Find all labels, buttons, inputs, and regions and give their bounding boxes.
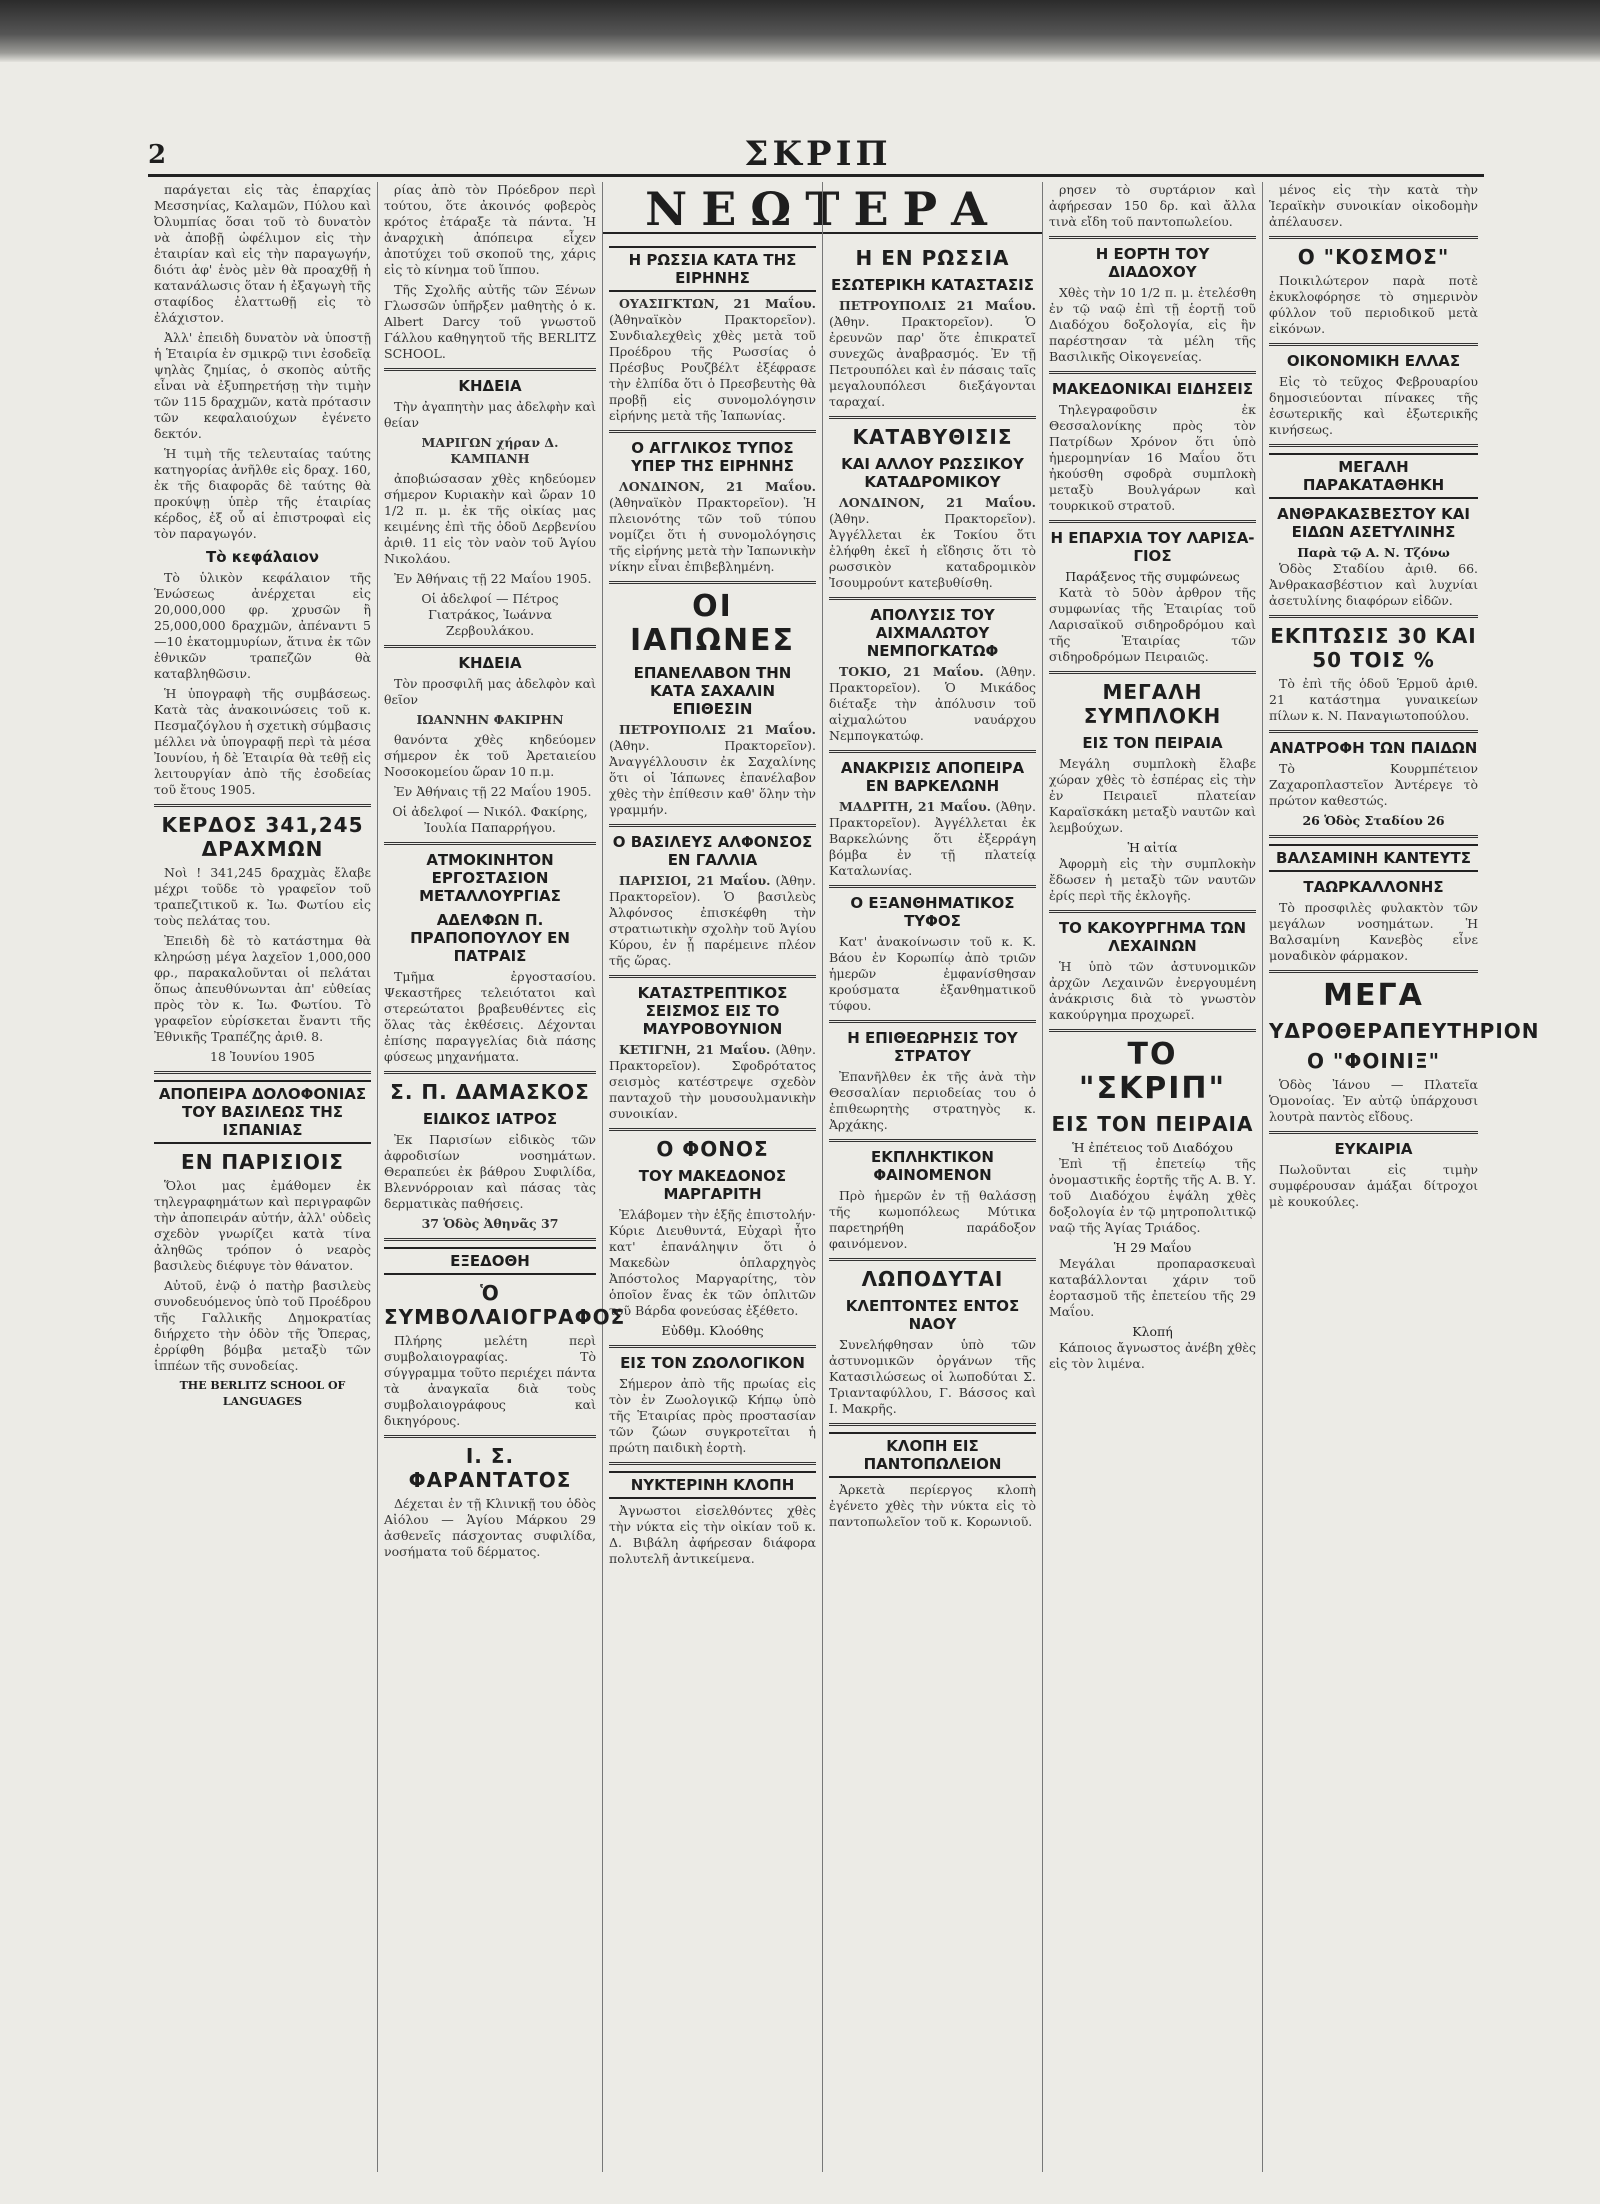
headline-balsam: ΒΑΛΣΑΜΙΝΗ ΚΑΝΤΕΥΤΣ	[1269, 844, 1478, 872]
divider	[609, 1128, 816, 1131]
dateline: ΠΕΤΡΟΥΠΟΛΙΣ 21 Μαΐου.	[839, 298, 1036, 313]
headline-zoo: ΕΙΣ ΤΟΝ ΖΩΟΛΟΓΙΚΟΝ	[620, 1354, 805, 1372]
depot-address: Παρὰ τῷ Α. Ν. Τζόνω	[1297, 545, 1450, 560]
headline-skrip-piraeus-sub: ΕΙΣ ΤΟΝ ΠΕΙΡΑΙΑ	[1051, 1112, 1254, 1136]
headline-depot: ΜΕΓΑΛΗ ΠΑΡΑΚΑΤΑΘΗΚΗ	[1269, 453, 1478, 499]
dateline: ΠΑΡΙΣΙΟΙ, 21 Μαΐου.	[619, 873, 771, 888]
headline-japanese-sub: ΕΠΑΝΕΛΑΒΟΝ ΤΗΝ ΚΑΤΑ ΣΑΧΑΛΙΝ ΕΠΙΘΕΣΙΝ	[633, 664, 792, 718]
headline-english-press: Ο ΑΓΓΛΙΚΟΣ ΤΥΠΟΣ ΥΠΕΡ ΤΗΣ ΕΙΡΗΝΗΣ	[631, 439, 794, 475]
headline-army-inspection: Η ΕΠΙΘΕΩΡΗΣΙΣ ΤΟΥ ΣΤΡΑΤΟΥ	[847, 1029, 1018, 1065]
headline-russia-internal: Η ΕΝ ΡΩΣΣΙΑ	[855, 246, 1010, 270]
divider	[1269, 444, 1478, 447]
headline-phenomenon: ΕΚΠΛΗΚΤΙΚΟΝ ΦΑΙΝΟΜΕΝΟΝ	[871, 1148, 994, 1184]
divider	[829, 1423, 1036, 1426]
article-body: Νοὶ ! 341,245 δραχμὰς ἔλαβε μέχρι τοῦδε τὸ γραφεῖον τοῦ τραπεζιτικοῦ κ. Ἰω. Φωτίου εἰς τοὺς πελάτας του. Ἐπειδὴ δὲ τὸ κατάστημα θὰ κληρώσῃ μέγα λαχεῖον 1,000,000 φρ., παρακαλοῦνται οἱ πελάται ὅπως ἀπευθύνωνται ἀπ' εὐθείας πρὸς τὸν κ. Ἰω. Φωτίου. Τὸ γραφεῖον εὑρίσκεται ἔναντι τῆς Ἐθνικῆς Τραπέζης ἀριθ. 8. 18 Ἰουνίου 1905	[154, 865, 371, 1064]
dateline: ΛΟΝΔΙΝΟΝ, 21 Μαΐου.	[839, 495, 1036, 510]
headline-king-france: Ο ΒΑΣΙΛΕΥΣ ΑΛΦΟΝΣΟΣ ΕΝ ΓΑΛΛΙΑ	[612, 833, 813, 869]
divider	[384, 1238, 596, 1241]
newspaper-columns	[148, 182, 1540, 2172]
headline-child-rearing: ΑΝΑΤΡΟΦΗ ΤΩΝ ΠΑΙΔΩΝ	[1269, 739, 1478, 757]
headline-typhus: Ο ΕΞΑΝΘΗΜΑΤΙΚΟΣ ΤΥΦΟΣ	[850, 894, 1015, 930]
headline-larisa: Η ΕΠΑΡΧΙΑ ΤΟΥ ΛΑΡΙΣΑ-ΓΙΟΣ	[1050, 529, 1255, 565]
subhead: Κλοπή	[1132, 1324, 1173, 1339]
divider	[384, 1071, 596, 1074]
divider	[1269, 236, 1478, 239]
article-body: Εἰς τὸ τεῦχος Φεβρουαρίου δημοσιεύονται πίνακες τῆς ἐσωτερικῆς καὶ ἐξωτερικῆς κινήσεως.	[1269, 374, 1478, 437]
divider	[609, 430, 816, 433]
page-number: 2	[148, 140, 167, 170]
headline-murder: Ο ΦΟΝΟΣ	[656, 1137, 769, 1161]
ad-body: Πλήρης μελέτη περὶ συμβολαιογραφίας. Τὸ σύγγραμμα τοῦτο περιέχει πάντα τὰ ἀναγκαῖα διὰ τοὺς συμβολαιογράφους καὶ δικηγόρους.	[384, 1333, 596, 1428]
article-body: Ἀγνωστοι εἰσελθόντες χθὲς τὴν νύκτα εἰς τὴν οἰκίαν τοῦ κ. Δ. Βιβάλη ἀφήρεσαν διάφορα πολυτελῆ ἀντικείμενα.	[609, 1503, 816, 1566]
divider	[1049, 236, 1256, 239]
dateline: ΤΟΚΙΟ, 21 Μαΐου.	[839, 664, 984, 679]
headline-assassination: ΑΠΟΠΕΙΡΑ ΔΟΛΟΦΟΝΙΑΣ ΤΟΥ ΒΑΣΙΛΕΩΣ ΤΗΣ ΙΣΠΑΝΙΑΣ	[154, 1080, 371, 1144]
article-body: Ἀφορμὴ εἰς τὴν συμπλοκὴν ἔδωσεν ἡ μεταξὺ τῶν ναυτῶν ἐρίς περὶ τῆς ἐκλογῆς.	[1049, 856, 1256, 903]
headline-thieves: ΛΩΠΟΔΥΤΑΙ	[861, 1267, 1004, 1291]
headline-skrip-piraeus: ΤΟ "ΣΚΡΙΠ"	[1078, 1037, 1227, 1106]
divider	[609, 1345, 816, 1348]
article-body: μένος εἰς τὴν κατὰ τὴν Ἱεραϊκὴν συνοικίαν οἰκοδομὴν ἀπέλαυσεν.	[1269, 182, 1478, 229]
article-body: Ἐλάβομεν τὴν ἑξῆς ἐπιστολήν· Κύριε Διευθυντά, Εὐχαρὶ ἦτο κατ' ἐπανάληψιν ὅτι ὁ Μακεδὼν ὁπλαρχηγὸς Ἀπόστολος Μαργαρίτης, τὸν ὁποῖον ἕνας ἐκ τῶν ὁπλιτῶν τοῦ Βάρδα φονεύσας ἐξέθετο.	[609, 1207, 816, 1318]
ad-body: Δέχεται ἐν τῇ Κλινικῇ του ὁδὸς Αἰόλου — Ἁγίου Μάρκου 29 ἀσθενεῖς πάσχοντας συφιλίδα, νοσήματα τοῦ δέρματος.	[384, 1496, 596, 1559]
subhead: Παράξενος τῆς συμφώνεως	[1065, 569, 1240, 584]
column-5	[1043, 182, 1263, 2172]
headline-earthquake: ΚΑΤΑΣΤΡΕΠΤΙΚΟΣ ΣΕΙΣΜΟΣ ΕΙΣ ΤΟ ΜΑΥΡΟΒΟΥΝΙΟΝ	[637, 984, 788, 1038]
headline-thieves-sub: ΚΛΕΠΤΟΝΤΕΣ ΕΝΤΟΣ ΝΑΟΥ	[845, 1297, 1020, 1333]
headline-grocery-theft: ΚΛΟΠΗ ΕΙΣ ΠΑΝΤΟΠΩΛΕΙΟΝ	[829, 1432, 1036, 1478]
obituary-2-name: ΙΩΑΝΝΗΝ ΦΑΚΙΡΗΝ	[416, 712, 564, 727]
divider	[1049, 371, 1256, 374]
article-body: Τὸ ἐπὶ τῆς ὁδοῦ Ἑρμοῦ ἀριθ. 21 κατάστημα γυναικείων πίλων κ. Ν. Παναγιωτοπούλου.	[1269, 676, 1478, 723]
article-body: Μεγάλαι προπαρασκευαὶ καταβάλλονται χάριν τοῦ ἑορτασμοῦ τῆς ἐπετείου τῆς 29 Μαΐου.	[1049, 1256, 1256, 1319]
divider	[609, 975, 816, 978]
headline-prisoner-release: ΑΠΟΛΥΣΙΣ ΤΟΥ ΑΙΧΜΑΛΩΤΟΥ ΝΕΜΠΟΓΚΑΤΩΦ	[866, 606, 999, 660]
headline-macedonian-news: ΜΑΚΕΔΟΝΙΚΑΙ ΕΙΔΗΣΕΙΣ	[1051, 380, 1254, 398]
headline-crown-prince-feast: Η ΕΟΡΤΗ ΤΟΥ ΔΙΑΔΟΧΟΥ	[1095, 245, 1210, 281]
headline-night-theft: ΝΥΚΤΕΡΙΝΗ ΚΛΟΠΗ	[609, 1471, 816, 1499]
article-body: Τὸ ὑλικὸν κεφάλαιον τῆς Ἑνώσεως ἀνέρχεται εἰς 20,000,000 φρ. χρυσῶν ἢ 25,000,000 δραχμῶν, ἀπέναντι 5—10 ἑκατομμυρίων, ἅτινα ἐκ τῶν ἐθνικῶν τραπεζῶν θὰ καταβληθῶσιν. Ἡ ὑπογραφὴ τῆς συμβάσεως. Κατὰ τὰς ἀνακοινώσεις τοῦ κ. Πεσμαζόγλου ἡ σχετικὴ σύμβασις μέλλει νὰ ὑπογραφῇ περὶ τὰ μέσα Ἰουνίου, ἡ δὲ Ἑταιρία θὰ τεθῇ εἰς λειτουργίαν ἀπὸ τῆς ἐσοδείας τοῦ ἔτους 1905.	[154, 570, 371, 797]
article-body: ρησεν τὸ συρτάριον καὶ ἀφήρεσαν 150 δρ. καὶ ἄλλα τινὰ εἴδη τοῦ παντοπωλείου.	[1049, 182, 1256, 229]
divider	[829, 416, 1036, 419]
obituary-1-title: ΚΗΔΕΙΑ	[458, 377, 522, 395]
headline-depot-sub: ΑΝΘΡΑΚΑΣΒΕΣΤΟΥ ΚΑΙ ΕΙΔΩΝ ΑΣΕΤΥΛΙΝΗΣ	[1277, 505, 1470, 541]
article-body: Πωλοῦνται εἰς τιμὴν συμφέρουσαν ἁμάξαι δίτροχοι μὲ κουκούλες.	[1269, 1162, 1478, 1209]
divider	[1269, 730, 1478, 733]
article-body: Ἡ ὑπὸ τῶν ἀστυνομικῶν ἀρχῶν Λεχαινῶν ἐνεργουμένη ἀνάκρισις διὰ τὸ γνωστὸν κακούργημα προχωρεῖ.	[1049, 959, 1256, 1022]
divider	[1049, 671, 1256, 674]
headline-hydrotherapy: ΥΔΡΟΘΕΡΑΠΕΥΤΗΡΙΟΝ	[1269, 1019, 1540, 1043]
divider	[1269, 835, 1478, 838]
article-body: Πρὸ ἡμερῶν ἐν τῇ θαλάσσῃ τῆς κωμοπόλεως Μύτικα παρετηρήθη παράδοξον φαινόμενον.	[829, 1188, 1036, 1251]
ad-body: Ἐκ Παρισίων εἰδικὸς τῶν ἀφροδισίων νοσημάτων. Θεραπεύει ἐκ βάθρου Συφιλίδα, Βλεννόρροιαν καὶ πάσας τὰς δερματικὰς παθήσεις. 37 Ὁδὸς Ἀθηνᾶς 37	[384, 1132, 596, 1231]
article-body: ΜΑΔΡΙΤΗ, 21 Μαΐου. (Ἀθην. Πρακτορεῖον). Ἀγγέλλεται ἐκ Βαρκελώνης ὅτι ἐξερράγη βόμβα ἐν τῇ πλατείᾳ Καταλωνίας.	[829, 799, 1036, 878]
article-body: ΠΕΤΡΟΥΠΟΛΙΣ 21 Μαΐου. (Ἀθην. Πρακτορεῖον). Ἀναγγέλλουσιν ἐκ Σαχαλίνης ὅτι οἱ Ἰάπωνες ἐπανέλαβον χθὲς τὴν ἐπίθεσιν καθ' ὅλην τὴν γραμμήν.	[609, 722, 816, 817]
article-body: ΠΕΤΡΟΥΠΟΛΙΣ 21 Μαΐου. (Ἀθην. Πρακτορεῖον). Ὁ ἐρευνῶν παρ' ὅτε ἐπικρατεῖ συνεχῶς ἀναβρασμός. Ἐν τῇ Πετρουπόλει καὶ ἐν πάσαις ταῖς μεγαλουπόλεσι διεξάγονται ταραχαί.	[829, 298, 1036, 409]
section-title-neotera: ΝΕΩΤΕΡΑ	[603, 186, 1043, 234]
article-body: ΟΥΑΣΙΓΚΤΩΝ, 21 Μαΐου. (Ἀθηναϊκὸν Πρακτορεῖον). Συνδιαλεχθεὶς χθὲς μετὰ τοῦ Προέδρου τῆς Ρωσσίας ὁ Πρέσβυς Ρουζβέλτ ἐξέφρασε τὴν ἐλπίδα ὅτι ὁ Πρεσβευτὴς θὰ προβῇ εἰς συνομολόγησιν εἰρήνης μετὰ τῆς Ἰαπωνίας.	[609, 296, 816, 423]
subhead: Ἡ 29 Μαΐου	[1113, 1240, 1192, 1255]
ad-doctor-2-name: Ι. Σ. ΦΑΡΑΝΤΑΤΟΣ	[408, 1444, 572, 1492]
divider	[829, 750, 1036, 753]
divider	[384, 1435, 596, 1438]
date-note: 18 Ἰουνίου 1905	[210, 1049, 315, 1064]
headline-sinking-sub: ΚΑΙ ΑΛΛΟΥ ΡΩΣΣΙΚΟΥ ΚΑΤΑΔΡΟΜΙΚΟΥ	[841, 455, 1024, 491]
ad-metallurgy-sub: ΑΔΕΛΦΩΝ Π. ΠΡΑΠΟΠΟΥΛΟΥ ΕΝ ΠΑΤΡΑΙΣ	[410, 911, 570, 965]
article-body: Ἀρκετὰ περίεργος κλοπὴ ἐγένετο χθὲς τὴν νύκτα εἰς τὸ παντοπωλεῖον τοῦ κ. Κορωνιοῦ.	[829, 1482, 1036, 1529]
scanned-page-top-edge	[0, 0, 1600, 62]
column-6	[1263, 182, 1540, 2172]
divider	[384, 368, 596, 371]
column-3	[603, 182, 823, 2172]
ad-book-name: Ὁ ΣΥΜΒΟΛΑΙΟΓΡΑΦΟΣ	[384, 1281, 626, 1329]
page-header	[148, 134, 1484, 177]
divider	[1269, 343, 1478, 346]
article-body: Σήμερον ἀπὸ τῆς πρωίας εἰς τὸν ἐν Ζωολογικῷ Κήπῳ ὑπὸ τῆς Ἑταιρίας πρὸς προστασίαν τῶν ζώων συγκροτεῖται ἡ πρώτη παιδικὴ ἑορτὴ.	[609, 1376, 816, 1455]
headline-phoenix: Ο "ΦΟΙΝΙΞ"	[1306, 1049, 1441, 1073]
article-body: ρίας ἀπὸ τὸν Πρόεδρον περὶ τούτου, ὅτε ἀκοινός φοβερὸς κρότος ἐτάραξε τὰ πάντα. Ἡ ἀναρχικὴ ἀπόπειρα εἶχεν ἀποτύχει τοῦ σκοποῦ της, χάρις εἰς τὸ κίνημα τοῦ ἵππου. Τῆς Σχολῆς αὐτῆς τῶν Ξένων Γλωσσῶν ὑπῆρξεν μαθητὴς ὁ κ. Albert Darcy τοῦ γνωστοῦ Γάλλου καθηγητοῦ τῆς BERLITZ SCHOOL.	[384, 182, 596, 361]
dateline: ΠΕΤΡΟΥΠΟΛΙΣ 21 Μαΐου.	[619, 722, 816, 737]
headline-opportunity: ΕΥΚΑΙΡΙΑ	[1334, 1140, 1413, 1158]
divider	[384, 842, 596, 845]
article-body: Ἐπανῆλθεν ἐκ τῆς ἀνὰ τὴν Θεσσαλίαν περιοδείας του ὁ ἐπιθεωρητὴς στρατηγὸς κ. Ἀρχάκης.	[829, 1069, 1036, 1132]
ad-doctor-address: 37 Ὁδὸς Ἀθηνᾶς 37	[421, 1216, 559, 1231]
headline-japanese: ΟΙ ΙΑΠΩΝΕΣ	[629, 589, 796, 658]
divider	[1269, 1131, 1478, 1134]
column-1	[148, 182, 378, 2172]
article-body: ΛΟΝΔΙΝΟΝ, 21 Μαΐου. (Ἀθηναϊκὸν Πρακτορεῖον). Ἡ πλειονότης τῶν τοῦ τύπου νομίζει ὅτι ἡ συνομολόγησις τῆς εἰρήνης μετὰ τὴν Ἰαπωνικὴν νίκην εἶναι ἐπιβεβλημένη.	[609, 479, 816, 574]
article-body: Ὁδὸς Σταδίου ἀριθ. 66. Ἀνθρακασβέστιον καὶ λυχνίαι ἀσετυλίνης διαφόρων εἰδῶν.	[1269, 561, 1478, 608]
headline-in-paris: ΕΝ ΠΑΡΙΣΙΟΙΣ	[181, 1150, 344, 1174]
divider	[829, 1258, 1036, 1261]
obituary-2-title: ΚΗΔΕΙΑ	[458, 654, 522, 672]
article-body: ΠΑΡΙΣΙΟΙ, 21 Μαΐου. (Ἀθην. Πρακτορεῖον). Ὁ βασιλεὺς Ἀλφόνσος ἐπισκέφθη τὴν στρατιωτικὴν σχολὴν τοῦ Ἁγίου Κύρου, ἐν ᾗ παρέμεινε πλέον τῆς ὥρας.	[609, 873, 816, 968]
article-body: Τὸ Κουρμπέτειον Ζαχαροπλαστεῖον Ἀντέρεγε τὸ πρώτον καθεστώς.	[1269, 761, 1478, 808]
headline-kosmos: Ο "ΚΟΣΜΟΣ"	[1297, 245, 1450, 269]
dateline: ΛΟΝΔΙΝΟΝ, 21 Μαΐου.	[619, 479, 816, 494]
subhead: Ἡ ἐπέτειος τοῦ Διαδόχου	[1072, 1140, 1233, 1155]
dateline: ΟΥΑΣΙΓΚΤΩΝ, 21 Μαΐου.	[619, 296, 816, 311]
obituary-2-date: Ἐν Ἀθήναις τῇ 22 Μαΐου 1905.	[394, 784, 592, 799]
article-body: Τηλεγραφοῦσιν ἐκ Θεσσαλονίκης πρὸς τὸν Πατρίδων Χρόνον ὅτι ὑπὸ ἡμερομηνίαν 16 Μαΐου ὅτι ἠκούσθη σφοδρὰ συμπλοκὴ μεταξὺ Βουλγάρων καὶ τουρκικοῦ στρατοῦ.	[1049, 402, 1256, 513]
school-ref: BERLITZ SCHOOL	[384, 330, 596, 361]
obituary-1-name: ΜΑΡΙΓΩΝ χήραν Δ. ΚΑΜΠΑΝΗ	[421, 435, 559, 466]
dateline: ΚΕΤΙΓΝΗ, 21 Μαΐου.	[619, 1042, 771, 1057]
divider	[1049, 910, 1256, 913]
headline-balsam-sub: ΤΑΩΡΚΑΛΛΟΝΗΣ	[1303, 878, 1444, 896]
ad-body: Τμῆμα ἐργοστασίου. Ψεκαστῆρες τελειότατοι καὶ στερεώτατοι βραβευθέντες εἰς ὅλας τὰς ἐκθέσεις. Δέχονται ἐπίσης παραγγελίας διὰ πάσης φύσεως μηχανήματα.	[384, 969, 596, 1064]
headline-murder-sub: ΤΟΥ ΜΑΚΕΔΟΝΟΣ ΜΑΡΓΑΡΙΤΗ	[638, 1167, 787, 1203]
article-body: ΚΕΤΙΓΝΗ, 21 Μαΐου. (Ἀθην. Πρακτορεῖον). Σφοδρότατος σεισμὸς κατέστρεψε σχεδὸν πανταχοῦ τὴν μουσουλμανικὴν συνοικίαν.	[609, 1042, 816, 1121]
subhead: Ἡ αἰτία	[1127, 840, 1178, 855]
ad-metallurgy-title: ΑΤΜΟΚΙΝΗΤΟΝ ΕΡΓΟΣΤΑΣΙΟΝ ΜΕΤΑΛΛΟΥΡΓΙΑΣ	[419, 851, 561, 905]
article-body: Τὸ προσφιλὲς φυλακτὸν τῶν μεγάλων νοσημάτων. Ἡ Βαλσαμίνη Κανεβὸς εἶνε μοναδικὸν φάρμακον.	[1269, 900, 1478, 963]
article-body: ΛΟΝΔΙΝΟΝ, 21 Μαΐου. (Ἀθην. Πρακτορεῖον). Ἀγγέλλεται ἐκ Τοκίου ὅτι ἐλήφθη ἐκεῖ ἡ εἴδησις ὅτι τὸ ρωσσικὸν καταδρομικὸν Ἰσουμρούντ κατεβυθίσθη.	[829, 495, 1036, 590]
headline-economic-greece: ΟΙΚΟΝΟΜΙΚΗ ΕΛΛΑΣ	[1286, 352, 1461, 370]
divider	[154, 1071, 371, 1074]
divider	[609, 824, 816, 827]
article-body: παράγεται εἰς τὰς ἐπαρχίας Μεσσηνίας, Καλαμῶν, Πύλου καὶ Ὀλυμπίας ὅσαι τοῦ τὸ δυνατὸν νὰ ἀποβῇ ὠφέλιμον εἰς τὴν ἑταιρίαν καὶ εἰς τὴν παραγωγήν, διότι ἀφ' ἑνὸς μὲν θὰ προαχθῇ ἡ κατανάλωσις ὅταν ἡ ἐξαγωγὴ τῆς σταφίδος ἐλαττωθῇ εἰς τὸ ἐλάχιστον. Ἀλλ' ἐπειδὴ δυνατὸν νὰ ὑποστῇ ἡ Ἑταιρία ἐν σμικρῷ τινι ἐσοδεῖᾳ ψηλὰς ζημίας, ὁ σκοπὸς αὐτῆς εἶναι νὰ ἐξυπηρετήσῃ τὴν τιμὴν τῶν 115 δραχμῶν, κατὰ πρότασιν τῶν κεφαλαιούχων ἐγένετο δεκτόν. Ἡ τιμὴ τῆς τελευταίας ταύτης κατηγορίας ἀνῆλθε εἰς δραχ. 160, ἐκ τῆς διαφορᾶς δὲ ταύτης θὰ προκύψῃ ὑπὲρ τῆς ἑταιρίας κέρδος, ἐξ οὗ αἱ ἐπιστροφαὶ εἰς τὸν παραγωγόν.	[154, 182, 371, 541]
article-body: Ὁδὸς Ἰάνου — Πλατεῖα Ὁμονοίας. Ἐν αὐτῷ ὑπάρχουσι λουτρὰ παντὸς εἴδους.	[1269, 1077, 1478, 1124]
divider	[829, 1020, 1036, 1023]
article-body: Κατ' ἀνακοίνωσιν τοῦ κ. Κ. Βάου ἐν Κορωπίῳ ἀπὸ τριῶν ἡμερῶν ἐμφανίσθησαν κρούσματα ἐξανθηματικοῦ τύφου.	[829, 934, 1036, 1013]
obituary-1-date: Ἐν Ἀθήναις τῇ 22 Μαΐου 1905.	[394, 571, 592, 586]
divider	[829, 1139, 1036, 1142]
headline-big-fight-sub: ΕΙΣ ΤΟΝ ΠΕΙΡΑΙΑ	[1082, 734, 1223, 752]
headline-discount: ΕΚΠΤΩΣΙΣ 30 ΚΑΙ 50 ΤΟΙΣ %	[1270, 624, 1477, 672]
headline-big-fight: ΜΕΓΑΛΗ ΣΥΜΠΛΟΚΗ	[1083, 680, 1222, 728]
address: 26 Ὁδὸς Σταδίου 26	[1302, 813, 1445, 828]
letter-signature: Εὐδθμ. Κλοόθης	[661, 1323, 764, 1338]
school-name: THE BERLITZ SCHOOL OF LANGUAGES	[179, 1379, 346, 1408]
headline-russia-internal-sub: ΕΣΩΤΕΡΙΚΗ ΚΑΤΑΣΤΑΣΙΣ	[831, 276, 1034, 294]
divider	[829, 597, 1036, 600]
article-body: Συνελήφθησαν ὑπὸ τῶν ἀστυνομικῶν ὀργάνων τῆς Κατασιλώσεως οἱ λωποδύται Σ. Τριανταφύλλου, Γ. Βάσσος καὶ Ι. Μακρῆς.	[829, 1337, 1036, 1416]
obituary-2: Τὸν προσφιλῆ μας ἀδελφὸν καὶ θεῖον ΙΩΑΝΝΗΝ ΦΑΚΙΡΗΝ θανόντα χθὲς κηδεύομεν σήμερον ἐκ τοῦ Ἀρεταιείου Νοσοκομείου ὥραν 10 π.μ. Ἐν Ἀθήναις τῇ 22 Μαΐου 1905. Οἱ ἀδελφοί — Νικόλ. Φακίρης, Ἰουλία Παπαρρήγου.	[384, 676, 596, 835]
masthead: ΣΚΡΙΠ	[744, 134, 892, 174]
ad-doctor-name: Σ. Π. ΔΑΜΑΣΚΟΣ	[390, 1080, 590, 1104]
article-body: Κατὰ τὸ 50ὸν ἀρθρον τῆς συμφωνίας τῆς Ἑταιρίας τοῦ Λαρισαϊκοῦ σιδηροδρόμου καὶ τῆς Ἑταιρίας τῶν σιδηροδρόμων Πειραιῶς.	[1049, 585, 1256, 664]
divider	[384, 645, 596, 648]
article-body: Ἐπὶ τῇ ἐπετείῳ τῆς ὀνομαστικῆς ἑορτῆς τῆς Α. Β. Υ. τοῦ Διαδόχου ἐψάλη χθὲς δοξολογία ἐν τῷ μητροπολιτικῷ ναῷ τῆς Ἁγίας Τριάδος.	[1049, 1156, 1256, 1235]
article-body: Ὅλοι μας ἐμάθομεν ἐκ τηλεγραφημάτων καὶ περιγραφῶν τὴν ἀποπειράν αὐτήν, ἀλλ' οὐδεὶς σχεδὸν γνωρίζει κατὰ τίνα ἀληθῶς τρόπον ὁ νεαρὸς βασιλεὺς διέφυγε τὸν θάνατον. Αὐτοῦ, ἐνῷ ὁ πατὴρ βασιλεὺς συνοδευόμενος ὑπὸ τοῦ Προέδρου τῆς Γαλλικῆς Δημοκρατίας διήρχετο τὴν ὁδὸν τῆς Ὄπερας, ἐρρίφθη βόμβα μεταξὺ τῶν ἱππέων τῆς συνοδείας.	[154, 1178, 371, 1373]
article-body: ΤΟΚΙΟ, 21 Μαΐου. (Ἀθην. Πρακτορεῖον). Ὁ Μικάδος διέταξε τὴν ἀπόλυσιν τοῦ αἰχμαλώτου ναυάρχου Νεμπογκατώφ.	[829, 664, 1037, 743]
ad-published-title: ΕΞΕΔΟΘΗ	[384, 1247, 596, 1275]
ad-doctor-sub: ΕΙΔΙΚΟΣ ΙΑΤΡΟΣ	[422, 1110, 558, 1128]
column-4	[823, 182, 1043, 2172]
divider	[154, 804, 371, 807]
headline-lechaina-crime: ΤΟ ΚΑΚΟΥΡΓΗΜΑ ΤΩΝ ΛΕΧΑΙΝΩΝ	[1058, 919, 1247, 955]
headline-mega: ΜΕΓΑ	[1323, 978, 1424, 1013]
headline-profit: ΚΕΡΔΟΣ 341,245 ΔΡΑΧΜΩΝ	[161, 813, 364, 861]
headline-russia-peace: Η ΡΩΣΣΙΑ ΚΑΤΑ ΤΗΣ ΕΙΡΗΝΗΣ	[609, 246, 816, 292]
divider	[1049, 520, 1256, 523]
divider	[609, 1462, 816, 1465]
obituary-1: Τὴν ἀγαπητὴν μας ἀδελφὴν καὶ θείαν ΜΑΡΙΓΩΝ χήραν Δ. ΚΑΜΠΑΝΗ ἀποβιώσασαν χθὲς κηδεύομεν σήμερον Κυριακὴν καὶ ὥραν 10 1/2 π. μ. ἐκ τῆς οἰκίας μας κειμένης ἐπὶ τῆς ὁδοῦ Δερβενίου ἀριθ. 11 εἰς τὸν ναὸν τοῦ Ἁγίου Νικολάου. Ἐν Ἀθήναις τῇ 22 Μαΐου 1905. Οἱ ἀδελφοί — Πέτρος Γιατράκος, Ἰωάννα Ζερβουλάκου.	[384, 399, 596, 638]
column-2	[378, 182, 626, 2172]
headline-sinking: ΚΑΤΑΒΥΘΙΣΙΣ	[852, 425, 1013, 449]
divider	[609, 581, 816, 584]
headline-barcelona: ΑΝΑΚΡΙΣΙΣ ΑΠΟΠΕΙΡΑ ΕΝ ΒΑΡΚΕΛΩΝΗ	[840, 759, 1025, 795]
subhead-kefalaion: Τὸ κεφάλαιον	[206, 548, 319, 566]
article-body: Ποικιλώτερον παρὰ ποτὲ ἐκυκλοφόρησε τὸ σημερινὸν φύλλον τοῦ περιοδικοῦ μετὰ εἰκόνων.	[1269, 273, 1478, 336]
divider	[829, 885, 1036, 888]
divider	[1049, 1029, 1256, 1032]
article-body: Χθὲς τὴν 10 1/2 π. μ. ἐτελέσθη ἐν τῷ ναῷ ἐπὶ τῇ ἑορτῇ τοῦ Διαδόχου δοξολογία, εἰς ἣν παρέστησαν τὰ μέλη τῆς Βασιλικῆς Οἰκογενείας.	[1049, 285, 1256, 364]
article-body: Κάποιος ἄγνωστος ἀνέβη χθὲς εἰς τὸν λιμένα.	[1049, 1340, 1256, 1371]
article-body: Μεγάλη συμπλοκὴ ἔλαβε χώραν χθὲς τὸ ἑσπέρας εἰς τὴν ἐν Πειραιεῖ πλατείαν Καραϊσκάκη μεταξὺ ναυτῶν καὶ λεμβούχων.	[1049, 756, 1256, 835]
dateline: ΜΑΔΡΙΤΗ, 21 Μαΐου.	[839, 799, 991, 814]
divider	[1269, 615, 1478, 618]
divider	[1269, 970, 1478, 973]
